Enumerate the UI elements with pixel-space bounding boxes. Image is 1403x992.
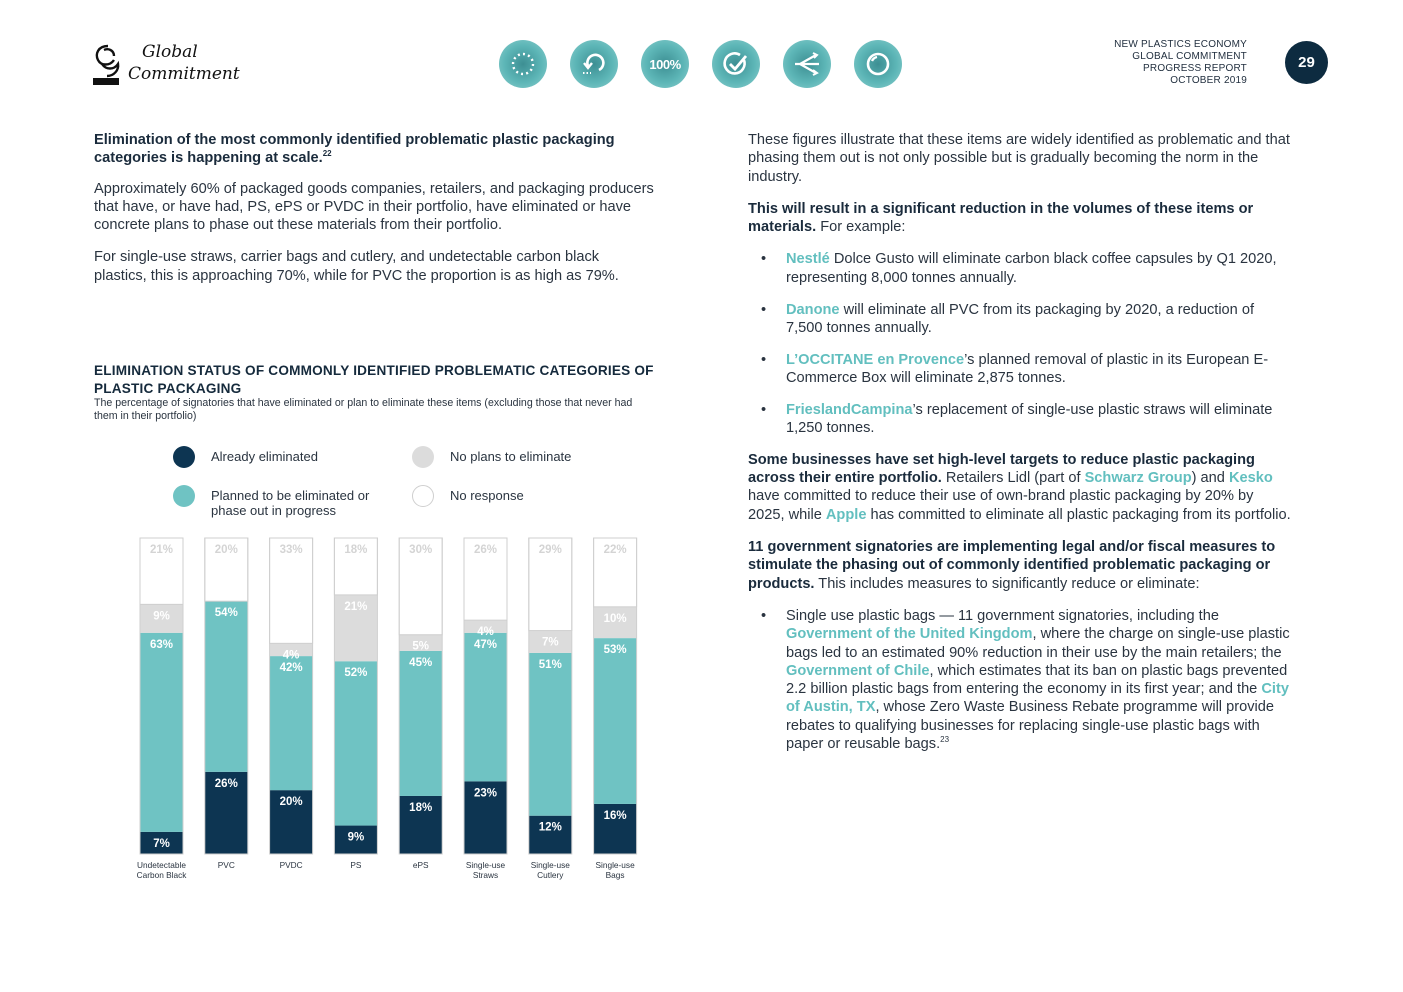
category-label: Single-use [530,860,570,870]
legend-item-planned [173,489,389,518]
right-paragraph-2-lead: This will result in a significant reduction in the volumes of these items or materials. [748,200,1254,236]
global-commitment-logo [92,40,240,88]
report-header [1114,39,1247,87]
data-label: 4% [282,649,300,662]
right-paragraph-4-lead: 11 government signatories are implementing legal and/or fiscal measures to stimulate the phasing out of commonly identified problematic packaging or products. [748,539,1276,592]
right-paragraph-2 [748,200,1293,237]
text-run: have committed to reduce their use of own-brand plastic packaging by 20% by 2025, while [748,488,1254,523]
legend-swatch [173,485,195,507]
foundation-logo-icon [92,40,124,86]
text-run: , where the charge on single-use plastic bags led to an estimated 90% reduction in their use by the main retailers; the [786,626,1290,661]
data-label: 52% [344,667,368,680]
right-paragraph-1: These figures illustrate that these items are widely identified as problematic and that phasing them out is not only possible but is gradually becoming the norm in the industry. [748,132,1290,185]
legend-item-no-response [412,489,620,507]
brand-name: City of Austin, TX [786,681,1289,716]
category-label: Single-use [595,860,635,870]
list-item [748,401,1293,438]
left-lead-paragraph [94,131,654,168]
data-label: 21% [149,544,174,556]
data-label: 26% [473,544,498,556]
hundred-percent-text: 100% [649,56,681,72]
footnote-ref: 23 [940,735,950,745]
legend-label: Planned to be eliminated or phase out in progress [211,488,370,518]
legend-item-already-eliminated [173,450,361,468]
left-column [94,131,654,285]
data-label: 9% [153,610,170,623]
right-paragraph-4 [748,538,1293,593]
right-paragraph-3 [748,451,1293,524]
loop-arrow-icon [570,40,618,88]
page-number: 29 [1285,41,1328,84]
legend-label: No plans to eliminate [450,449,572,464]
category-label: PVDC [279,860,303,870]
text-run: , which estimates that its ban on plastic bags prevented 2.2 billion plastic bags from entering the economy in its first year; and the [786,662,1288,698]
legend-swatch [173,446,195,468]
data-label: 9% [347,831,365,844]
bar-segment-planned-to-be-eliminated-or-phase-out-in-progress [205,601,248,772]
bar-segment-planned-to-be-eliminated-or-phase-out-in-progress [140,633,183,832]
list-item [748,301,1293,338]
data-label: 4% [477,626,494,639]
brand-name: Nestlé [786,251,830,268]
brand-name: Apple [825,506,867,523]
data-label: 21% [344,600,368,613]
text-run: , whose Zero Waste Business Rebate programme will provide rebates to qualifying businesses for replacing single-use plastic bags with paper or reusable bags. [786,699,1274,753]
right-paragraph-2-rest: For example: [816,219,906,236]
logo-word-global: Global [142,42,198,62]
data-label: 18% [409,801,433,814]
footnote-ref: 22 [322,149,332,159]
text-run: has committed to eliminate all plastic packaging from its portfolio. [866,506,1291,523]
right-paragraph-3-lead: Some businesses have set high-level targets to reduce plastic packaging across their entire portfolio. [748,451,1255,487]
legend-item-no-plans [412,450,620,468]
data-label: 29% [538,544,562,556]
left-paragraph-2: For single-use straws, carrier bags and cutlery, and undetectable carbon black plastics, this is approaching 70%, while for PVC the proportion is as high as 79%. [94,249,619,284]
split-arrows-icon [783,40,831,88]
left-paragraph-1: Approximately 60% of packaged goods companies, retailers, and packaging producers that have, or have had, PS, ePS or PVDC in their portfolio, have eliminated or have concrete plans to phase out these materials from their portfolio. [94,180,654,234]
data-label: 54% [214,607,238,620]
data-label: 7% [541,636,559,649]
category-label: Carbon Black [136,870,187,880]
left-lead-text: Elimination of the most commonly identified problematic plastic packaging categories is happening at scale. [94,132,615,167]
report-line: GLOBAL COMMITMENT [1132,51,1247,62]
data-label: 45% [409,656,433,669]
logo-word-commitment: Commitment [128,64,240,84]
data-label: 5% [412,640,430,653]
legend-label: No response [450,488,524,503]
dotted-circle-icon [499,40,547,88]
report-line: PROGRESS REPORT [1143,63,1247,74]
list-item [748,607,1293,753]
bar-segment-planned-to-be-eliminated-or-phase-out-in-progress [464,633,507,782]
bar-segment-planned-to-be-eliminated-or-phase-out-in-progress [270,656,313,790]
brand-name: Government of Chile [786,662,930,679]
brand-name: L’OCCITANE en Provence [786,351,965,368]
check-circle-icon [712,40,760,88]
data-label: 23% [473,787,498,800]
brand-name: Schwarz Group [1084,470,1192,487]
data-label: 10% [603,612,627,625]
category-label: Bags [605,870,625,880]
list-item [748,351,1293,388]
report-line: NEW PLASTICS ECONOMY [1114,39,1247,50]
brand-name: Government of the United Kingdom [786,626,1033,643]
sphere-icon [854,40,902,88]
category-label: Single-use [465,860,506,870]
list-item [748,250,1293,287]
data-label: 42% [279,662,303,675]
list-item-text: will eliminate all PVC from its packaging by 2020, a reduction of 7,500 tonnes annually. [786,301,1255,336]
text-run: Single use plastic bags — 11 government signatories, including the [786,607,1219,624]
examples-list [748,250,1293,437]
brand-name: FrieslandCampina [786,401,913,418]
category-label: Straws [472,870,499,880]
data-label: 26% [214,777,238,790]
data-label: 53% [603,644,627,657]
list-item-text: ’s replacement of single-use plastic straws will eliminate 1,250 tonnes. [786,401,1273,437]
data-label: 22% [603,544,627,556]
report-line: OCTOBER 2019 [1170,75,1247,86]
data-label: 7% [153,837,170,850]
category-label: PVC [217,860,235,870]
chart-title: ELIMINATION STATUS OF COMMONLY IDENTIFIED PROBLEMATIC CATEGORIES OF PLASTIC PACKAGING [94,363,654,396]
data-label: 20% [279,796,303,809]
brand-name: Kesko [1228,470,1273,487]
bar-segment-planned-to-be-eliminated-or-phase-out-in-progress [594,638,637,804]
bar-segment-planned-to-be-eliminated-or-phase-out-in-progress [529,653,572,816]
data-label: 51% [538,658,562,671]
right-paragraph-4-rest: This includes measures to significantly reduce or eliminate: [814,575,1200,592]
measures-list [748,607,1293,753]
legend-label: Already eliminated [211,449,318,464]
list-item-text: Dolce Gusto will eliminate carbon black coffee capsules by Q1 2020, representing 8,000 tonnes annually. [786,251,1277,286]
text-run: ) and [1191,470,1229,487]
data-label: 18% [344,544,368,556]
data-label: 20% [214,544,238,556]
hundred-percent-icon [641,40,689,88]
data-label: 33% [279,544,303,556]
category-label: Cutlery [537,870,564,880]
bar-segment-planned-to-be-eliminated-or-phase-out-in-progress [334,661,377,825]
data-label: 16% [603,809,627,822]
text-run: Retailers Lidl (part of [941,470,1085,487]
list-item-text: ’s planned removal of plastic in its European E-Commerce Box will eliminate 2,875 tonnes. [786,351,1269,386]
category-label: PS [350,860,362,870]
data-label: 12% [538,821,562,834]
data-label: 30% [409,544,433,556]
category-label: ePS [412,860,429,870]
right-column [748,131,1293,767]
legend-swatch [412,446,434,468]
brand-name: Danone [786,301,840,318]
data-label: 63% [149,638,174,651]
data-label: 47% [473,638,498,651]
chart-subtitle: The percentage of signatories that have eliminated or plan to eliminate these items (excluding those that never had them in their portfolio) [94,397,633,422]
category-label: Undetectable [137,860,186,870]
stacked-bar-chart [120,530,660,890]
legend-swatch [412,485,434,507]
bar-segment-planned-to-be-eliminated-or-phase-out-in-progress [399,651,442,796]
